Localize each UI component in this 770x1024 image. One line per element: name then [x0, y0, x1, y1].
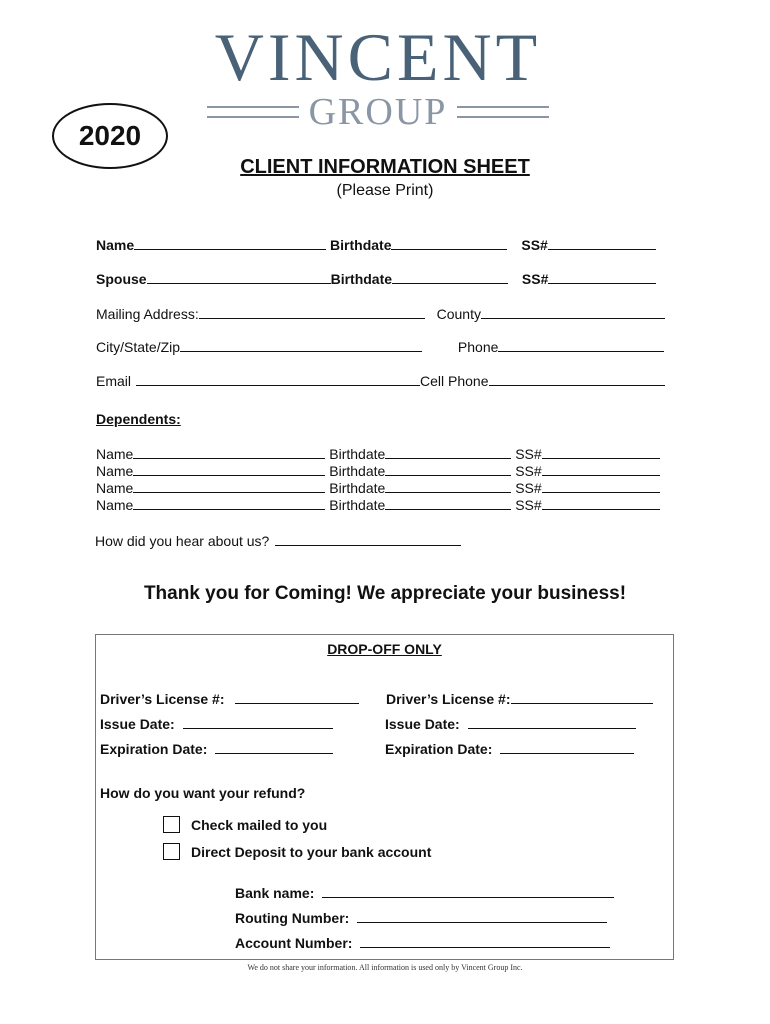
logo-vincent: VINCENT — [214, 19, 542, 95]
dependent-name-field[interactable] — [133, 446, 325, 459]
dependent-name-field[interactable] — [133, 497, 325, 510]
dependent-birthdate-label: Birthdate — [329, 497, 386, 513]
dependent-birthdate-field[interactable] — [385, 480, 511, 493]
dependent-ss-field[interactable] — [542, 446, 660, 459]
logo-left-bars — [207, 106, 299, 118]
mailing-field[interactable] — [199, 306, 425, 319]
dependent-row-3 — [96, 480, 660, 496]
routing-field[interactable] — [357, 910, 607, 923]
expiration-left — [100, 741, 333, 757]
account-label: Account Number: — [235, 935, 353, 951]
client-row — [96, 237, 656, 253]
dependents-header: Dependents: — [96, 411, 181, 427]
county-label: County — [436, 306, 481, 322]
issue-right-label: Issue Date: — [385, 716, 460, 732]
name-field[interactable] — [134, 237, 326, 250]
direct-deposit-label: Direct Deposit to your bank account — [191, 844, 432, 860]
dependent-row-2 — [96, 463, 660, 479]
spouse-row — [96, 271, 656, 287]
dependent-ss-field[interactable] — [542, 480, 660, 493]
phone-field[interactable] — [498, 339, 664, 352]
dependent-birthdate-field[interactable] — [385, 463, 511, 476]
spouse-field[interactable] — [147, 271, 331, 284]
hear-field[interactable] — [275, 533, 461, 546]
expiration-right-field[interactable] — [500, 741, 634, 754]
email-row — [96, 373, 665, 389]
page-title: CLIENT INFORMATION SHEET — [240, 156, 530, 178]
dependent-birthdate-label: Birthdate — [329, 463, 386, 479]
dependent-name-field[interactable] — [133, 480, 325, 493]
dependent-name-label: Name — [96, 497, 134, 513]
expiration-right-label: Expiration Date: — [385, 741, 493, 757]
routing-label: Routing Number: — [235, 910, 350, 926]
dependent-row-1 — [96, 446, 660, 462]
refund-question: How do you want your refund? — [100, 785, 306, 801]
email-field[interactable] — [136, 373, 420, 386]
issue-right — [385, 716, 636, 732]
issue-right-field[interactable] — [468, 716, 636, 729]
dependent-birthdate-field[interactable] — [385, 446, 511, 459]
dependent-name-field[interactable] — [133, 463, 325, 476]
dependent-name-label: Name — [96, 446, 134, 462]
dropoff-header: DROP-OFF ONLY — [327, 641, 442, 657]
cell-label: Cell Phone — [420, 373, 489, 389]
expiration-left-field[interactable] — [215, 741, 333, 754]
spouse-birthdate-label: Birthdate — [330, 271, 393, 287]
logo-group: GROUP — [308, 91, 448, 133]
birthdate-field[interactable] — [391, 237, 507, 250]
logo-group-row — [188, 92, 568, 132]
city-label: City/State/Zip — [96, 339, 181, 355]
dependent-ss-label: SS# — [515, 446, 542, 462]
account-row — [235, 935, 610, 951]
bank-name-row — [235, 885, 614, 901]
page-subtitle: (Please Print) — [336, 182, 434, 199]
cell-field[interactable] — [489, 373, 665, 386]
license-right-field[interactable] — [511, 691, 653, 704]
license-left-label: Driver’s License #: — [100, 691, 225, 707]
dropoff-box — [95, 634, 674, 960]
mailing-label: Mailing Address: — [96, 306, 199, 322]
issue-left-field[interactable] — [183, 716, 333, 729]
ss-field[interactable] — [548, 237, 656, 250]
privacy-footer: We do not share your information. All information is used only by Vincent Group Inc. — [247, 963, 523, 972]
spouse-ss-label: SS# — [521, 271, 549, 287]
dependent-ss-field[interactable] — [542, 497, 660, 510]
spouse-label: Spouse — [96, 271, 147, 287]
dependent-ss-label: SS# — [515, 463, 542, 479]
dependent-ss-label: SS# — [515, 480, 542, 496]
mailing-row — [96, 306, 665, 322]
thank-you-message: Thank you for Coming! We appreciate your business! — [143, 583, 627, 604]
dependent-name-label: Name — [96, 463, 134, 479]
phone-label: Phone — [457, 339, 499, 355]
license-right-label: Driver’s License #: — [386, 691, 511, 707]
dependent-ss-label: SS# — [515, 497, 542, 513]
birthdate-label: Birthdate — [330, 237, 392, 253]
dependent-birthdate-label: Birthdate — [329, 446, 386, 462]
city-field[interactable] — [180, 339, 422, 352]
county-field[interactable] — [481, 306, 665, 319]
account-field[interactable] — [360, 935, 610, 948]
year-text: 2020 — [78, 120, 142, 151]
bank-name-field[interactable] — [322, 885, 614, 898]
email-label: Email — [96, 373, 132, 389]
license-left-field[interactable] — [235, 691, 359, 704]
logo-right-bars — [457, 106, 549, 118]
expiration-right — [385, 741, 634, 757]
spouse-birthdate-field[interactable] — [392, 271, 508, 284]
spouse-ss-field[interactable] — [548, 271, 656, 284]
check-mailed-label: Check mailed to you — [191, 817, 328, 833]
dependent-birthdate-label: Birthdate — [329, 480, 386, 496]
name-label: Name — [96, 237, 135, 253]
expiration-left-label: Expiration Date: — [100, 741, 208, 757]
direct-deposit-checkbox[interactable] — [163, 843, 180, 860]
bank-name-label: Bank name: — [235, 885, 315, 901]
issue-left-label: Issue Date: — [100, 716, 175, 732]
hear-label: How did you hear about us? — [95, 533, 270, 549]
dependent-name-label: Name — [96, 480, 134, 496]
license-right — [386, 691, 653, 707]
dependent-birthdate-field[interactable] — [385, 497, 511, 510]
hear-row — [95, 533, 461, 549]
check-mailed-checkbox[interactable] — [163, 816, 180, 833]
routing-row — [235, 910, 607, 926]
license-left — [100, 691, 359, 707]
dependent-row-4 — [96, 497, 660, 513]
city-row — [96, 339, 664, 355]
ss-label: SS# — [521, 237, 548, 253]
dependent-ss-field[interactable] — [542, 463, 660, 476]
issue-left — [100, 716, 333, 732]
